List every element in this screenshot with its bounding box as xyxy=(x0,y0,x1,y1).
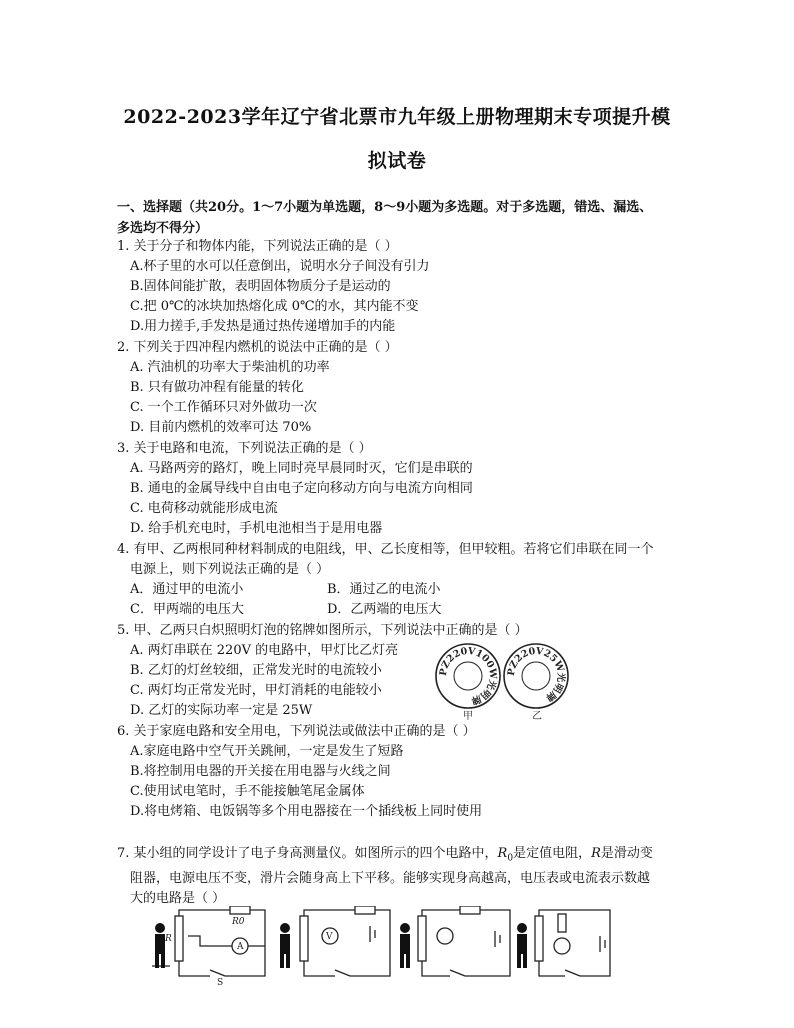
question-3 xyxy=(117,439,697,539)
question-stem-line-2: 电源上，则下列说法正确的是（ ） xyxy=(130,562,330,577)
option-d: D. 给手机充电时，手机电池相当于是用电器 xyxy=(130,521,383,536)
option-c: C．甲两端的电压大 xyxy=(130,602,244,617)
option-c: C. 两灯均正常发光时，甲灯消耗的电能较小 xyxy=(130,683,382,698)
option-b: B. 乙灯的灯丝较细，正常发光时的电流较小 xyxy=(130,663,382,678)
document-title-line-1: 2022-2023学年辽宁省北票市九年级上册物理期末专项提升模 xyxy=(123,106,671,128)
question-4 xyxy=(117,540,697,620)
person-icon xyxy=(280,923,290,968)
ammeter-label: A xyxy=(237,942,244,952)
option-a: A. 两灯串联在 220V 的电路中，甲灯比乙灯亮 xyxy=(130,643,399,658)
question-7 xyxy=(117,844,697,909)
person-icon xyxy=(517,923,527,968)
option-d: D. 目前内燃机的效率可达 70% xyxy=(130,420,312,435)
option-b: B．通过乙的电流小 xyxy=(327,582,441,597)
option-a: A.家庭电路中空气开关跳闸，一定是发生了短路 xyxy=(130,744,404,759)
circuit-b xyxy=(300,906,390,976)
option-d: D.将电烤箱、电饭锅等多个用电器接在一个插线板上同时使用 xyxy=(130,804,483,819)
option-row-2 xyxy=(117,600,697,620)
bulb-a-nameplate-text: PZ220V100W光明牌 xyxy=(437,645,499,706)
circuit-d xyxy=(535,910,610,976)
question-stem-line-1: 7. 某小组的同学设计了电子身高测量仪。如图所示的四个电路中，$R_0$是定值电阻，R是滑动变 xyxy=(117,846,653,864)
option-b: B.固体间能扩散，表明固体物质分子是运动的 xyxy=(130,279,391,294)
option-c: C.把 0℃的冰块加热熔化成 0℃的水，其内能不变 xyxy=(130,299,419,314)
option-a: A.杯子里的水可以任意倒出，说明水分子间没有引力 xyxy=(130,259,430,274)
question-stem-line-2: 阻器，电源电压不变，滑片会随身高上下平移。能够实现身高越高，电压表或电流表示数越 xyxy=(130,870,651,886)
question-stem: 2. 下列关于四冲程内燃机的说法中正确的是（ ） xyxy=(117,340,398,355)
label-r: R xyxy=(165,934,172,944)
bulb-b-nameplate-text: PZ220V25W光明牌 xyxy=(505,645,567,703)
question-stem: 1. 关于分子和物体内能，下列说法正确的是（ ） xyxy=(117,239,398,254)
question-1 xyxy=(117,237,697,337)
question-stem: 6. 关于家庭电路和安全用电，下列说法或做法中正确的是（ ） xyxy=(117,724,476,739)
question-stem-line-3: 大的电路是（ ） xyxy=(130,890,226,906)
question-2 xyxy=(117,338,697,438)
person-icon xyxy=(155,923,165,968)
height-meter-circuits-figure xyxy=(140,906,640,986)
option-b: B.将控制用电器的开关接在用电器与火线之间 xyxy=(130,764,391,779)
option-c: C.使用试电笔时，手不能接触笔尾金属体 xyxy=(130,784,365,799)
document-title-line-2: 拟试卷 xyxy=(367,150,427,172)
option-a: A. 马路两旁的路灯，晚上同时亮早晨同时灭，它们是串联的 xyxy=(130,461,473,476)
question-6 xyxy=(117,722,697,822)
section-heading xyxy=(117,197,697,239)
option-c: C. 电荷移动就能形成电流 xyxy=(130,501,278,516)
question-stem-line-1: 4. 有甲、乙两根同种材料制成的电阻线，甲、乙长度相等，但甲较粗。若将它们串联在同一个 xyxy=(117,542,654,557)
switch-label: S xyxy=(217,978,224,986)
bulb-a-label: 甲 xyxy=(463,711,473,720)
option-b: B. 通电的金属导线中自由电子定向移动方向与电流方向相同 xyxy=(130,481,473,496)
bulb-b-label: 乙 xyxy=(532,711,542,720)
option-row-1 xyxy=(117,580,697,600)
voltmeter-label: V xyxy=(326,932,333,942)
option-c: C. 一个工作循环只对外做功一次 xyxy=(130,400,317,415)
option-b: B. 只有做功冲程有能量的转化 xyxy=(130,380,304,395)
label-r0: R0 xyxy=(232,917,245,927)
bulb-nameplate-figure xyxy=(432,640,582,720)
section-heading-line-1: 一、选择题（共20分。1～7小题为单选题，8～9小题为多选题。对于多选题，错选、漏选、 xyxy=(117,200,653,215)
bulb-a-center xyxy=(454,662,482,690)
question-stem: 3. 关于电路和电流，下列说法正确的是（ ） xyxy=(117,441,372,456)
person-icon xyxy=(400,923,410,968)
circuit-c xyxy=(418,906,510,976)
bulb-b-center xyxy=(522,662,550,690)
option-a: A．通过甲的电流小 xyxy=(130,582,244,597)
option-d: D.用力搓手,手发热是通过热传递增加手的内能 xyxy=(130,319,396,334)
section-heading-line-2: 多选均不得分） xyxy=(117,221,209,236)
option-a: A. 汽油机的功率大于柴油机的功率 xyxy=(130,360,330,375)
question-5 xyxy=(117,621,697,721)
option-d: D．乙两端的电压大 xyxy=(327,602,442,617)
option-d: D. 乙灯的实际功率一定是 25W xyxy=(130,703,313,718)
question-stem: 5. 甲、乙两只白炽照明灯泡的铭牌如图所示，下列说法中正确的是（ ） xyxy=(117,623,528,638)
